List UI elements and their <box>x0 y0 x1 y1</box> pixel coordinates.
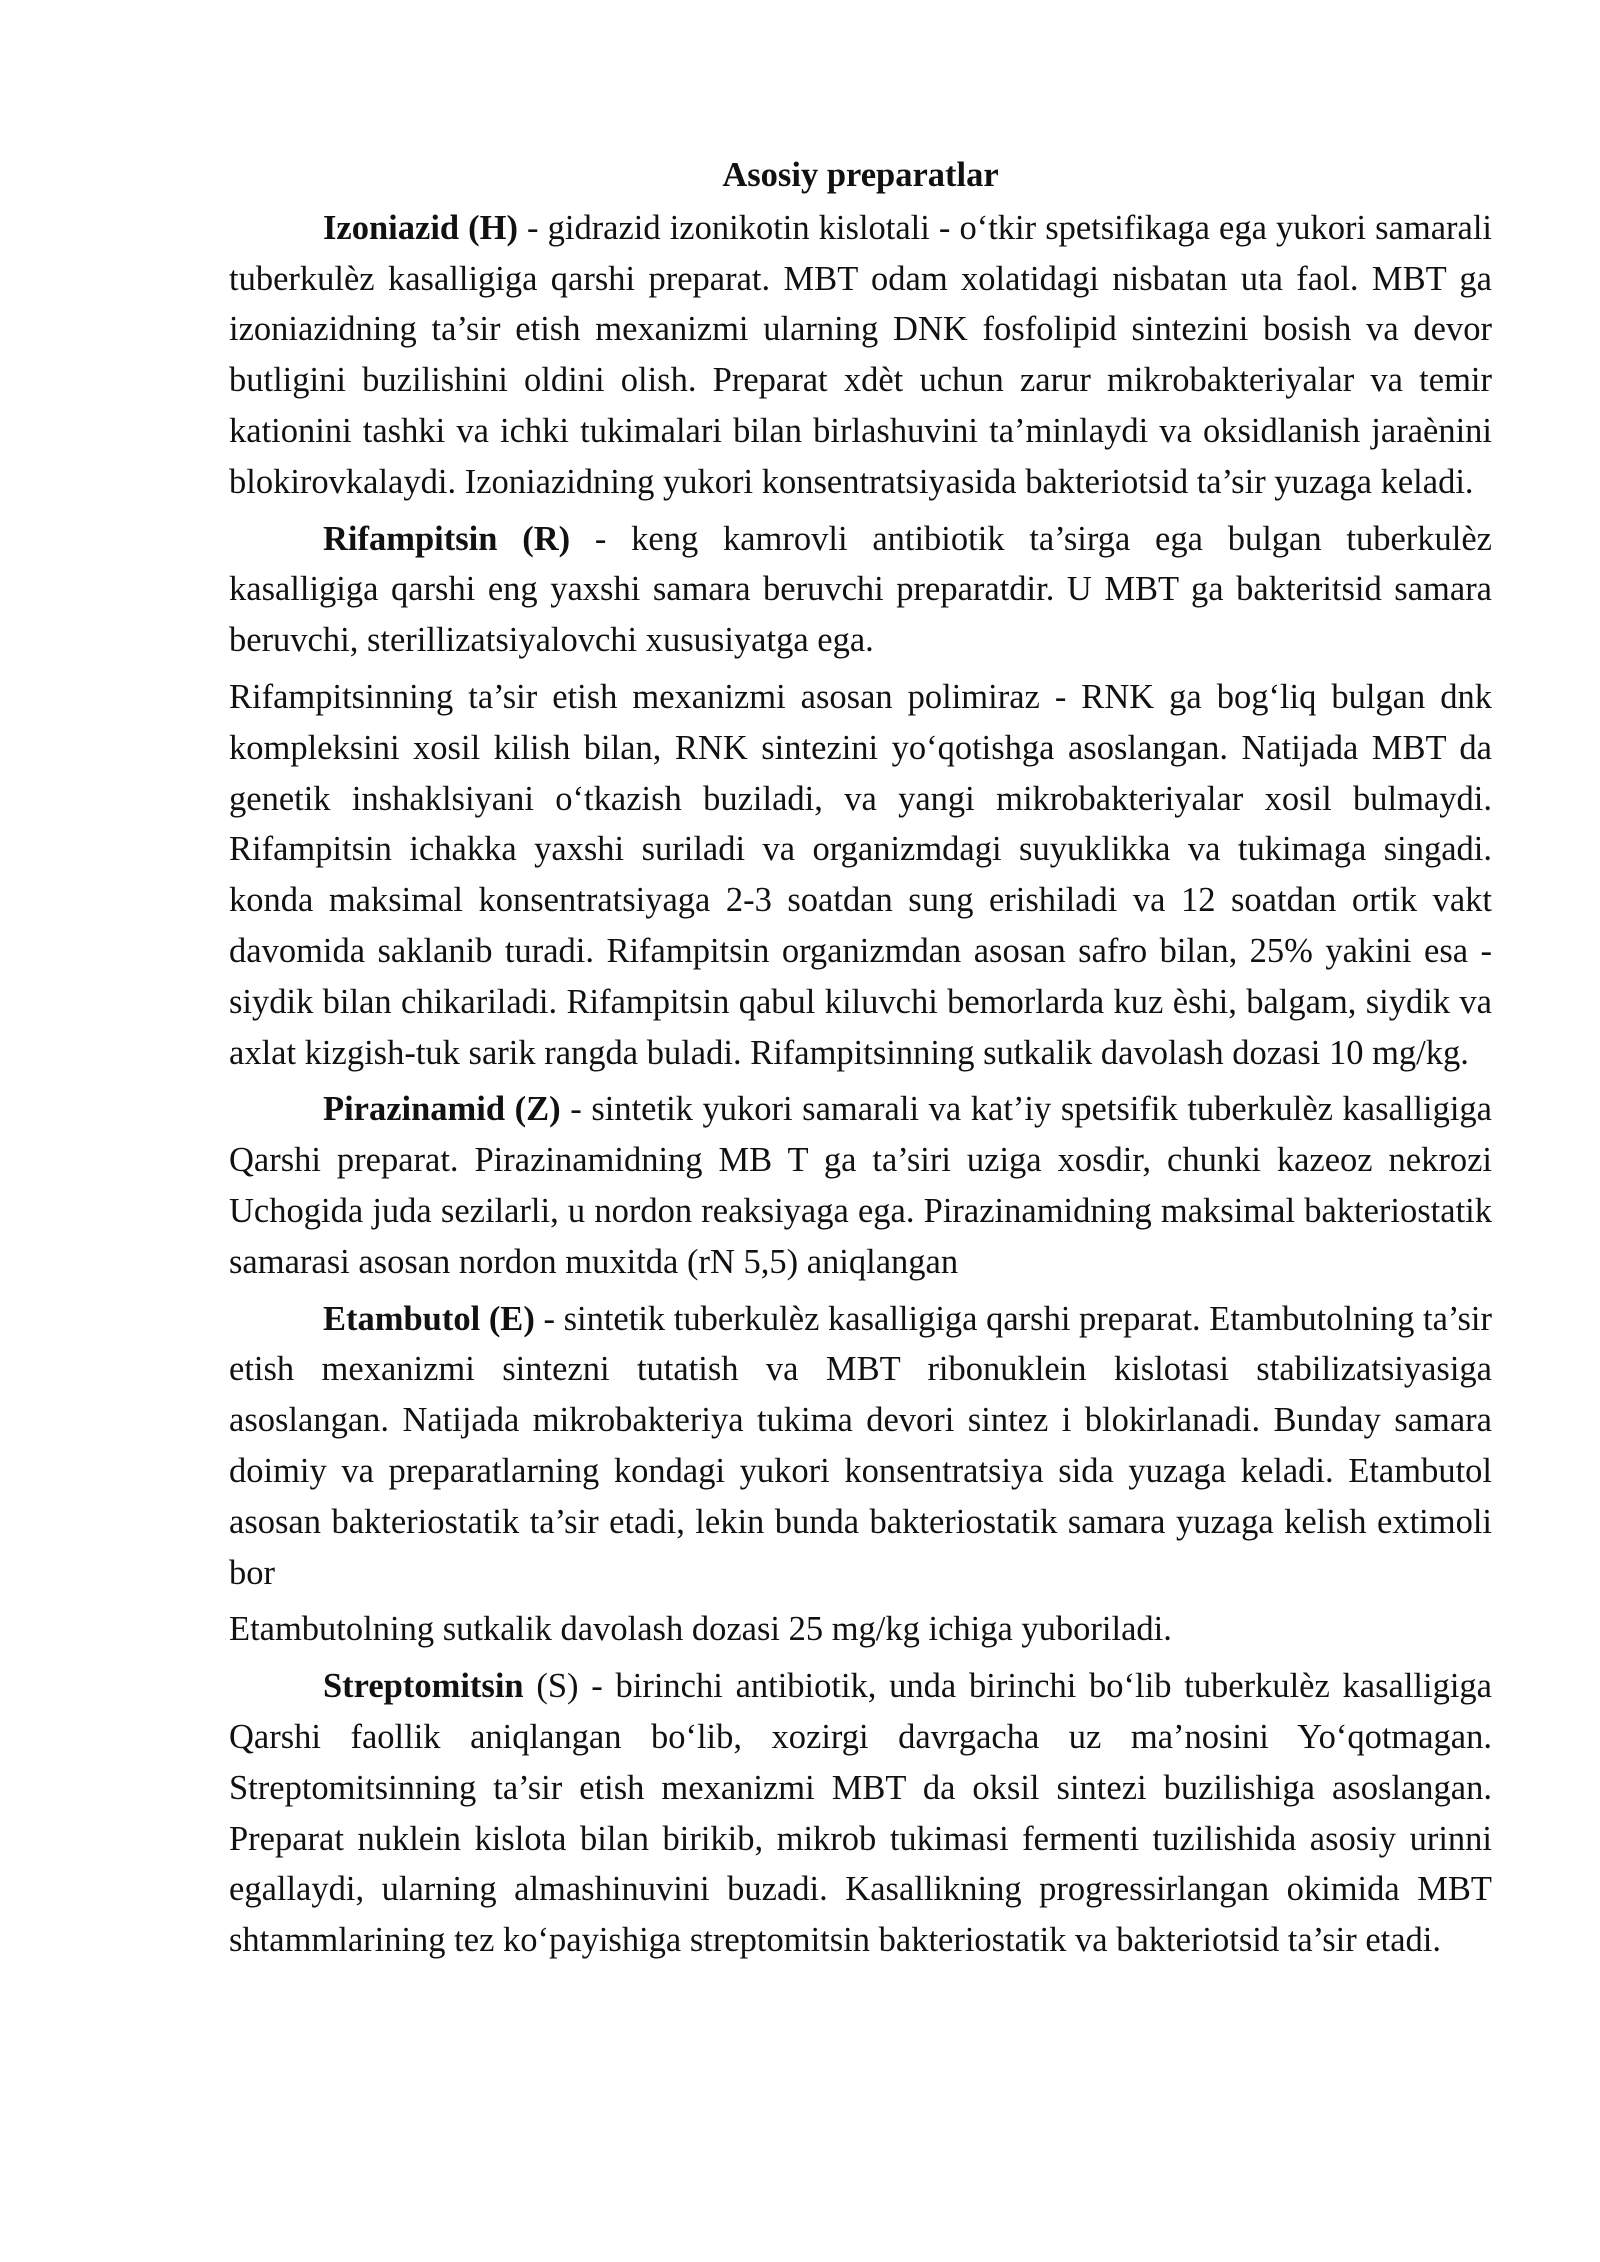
drug-name-pirazinamid: Pirazinamid (Z) <box>323 1090 561 1129</box>
paragraph-text: (S) - birinchi antibiotik, unda birinchi bo‘lib tuberkulèz kasalligiga Qarshi faollik aniqlangan bo‘lib, xozirgi davrgacha uz ma’nosini Yo‘qotmagan. Streptomitsinning ta’sir etish mexanizmi MBT da oksil sintezi buzilishiga asoslangan. Preparat nuklein kislota bilan birikib, mikrob tukimasi fermenti tuzilishida asosiy urinni egallaydi, ularning almashinuvini buzadi. Kasallikning progressirlangan okimida MBT shtammlarining tez ko‘payishiga streptomitsin bakteriostatik va bakteriotsid ta’sir etadi. <box>229 1667 1492 1960</box>
document-page <box>229 150 1492 1972</box>
paragraph-text: - gidrazid izonikotin kislotali - o‘tkir spetsifikaga ega yukori samarali tuberkulèz kasalligiga qarshi preparat. MBT odam xolatidagi nisbatan uta faol. MBT ga izoniazidning ta’sir etish mexanizmi ularning DNK fosfolipid sintezini bosish va devor butligini buzilishini oldini olish. Preparat xdèt uchun zarur mikrobakteriyalar va temir kationini tashki va ichki tukimalari bilan birlashuvini ta’minlaydi va oksidlanish jaraènini blokirovkalaydi. Izoniazidning yukori konsentratsiyasida bakteriotsid ta’sir yuzaga keladi. <box>229 208 1492 501</box>
paragraph-text: Etambutolning sutkalik davolash dozasi 25 mg/kg ichiga yuboriladi. <box>229 1610 1172 1649</box>
drug-name-etambutol: Etambutol (E) <box>323 1299 535 1338</box>
paragraph-streptomitsin <box>229 1661 1492 1966</box>
drug-name-rifampitsin: Rifampitsin (R) <box>323 519 571 558</box>
paragraph-rifampitsin-mechanism <box>229 672 1492 1078</box>
paragraph-pirazinamid <box>229 1084 1492 1287</box>
paragraph-text: - keng kamrovli antibiotik ta’sirga ega bulgan tuberkulèz kasalligiga qarshi eng yaxshi samara beruvchi preparatdir. U MBT ga bakteritsid samara beruvchi, sterillizatsiyalovchi xususiyatga ega. <box>229 519 1492 660</box>
paragraph-text: - sintetik yukori samarali va kat’iy spetsifik tuberkulèz kasalligiga Qarshi preparat. Pirazinamidning MB T ga ta’siri uziga xosdir, chunki kazeoz nekrozi Uchogida juda sezilarli, u nordon reaksiyaga ega. Pirazinamidning maksimal bakteriostatik samarasi asosan nordon muxitda (rN 5,5) aniqlangan <box>229 1090 1492 1281</box>
page-title: Asosiy preparatlar <box>722 156 999 194</box>
paragraph-etambutol-dose <box>229 1604 1492 1655</box>
paragraph-rifampitsin <box>229 514 1492 666</box>
paragraph-izoniazid <box>229 203 1492 508</box>
drug-name-streptomitsin: Streptomitsin <box>323 1667 524 1706</box>
paragraph-text: - sintetik tuberkulèz kasalligiga qarshi preparat. Etambutolning ta’sir etish mexanizmi sintezni tutatish va MBT ribonuklein kislotasi stabilizatsiyasiga asoslangan. Natijada mikrobakteriya tukima devori sintez i blokirlanadi. Bunday samara doimiy va preparatlarning kondagi yukori konsentratsiya sida yuzaga keladi. Etambutol asosan bakteriostatik ta’sir etadi, lekin bunda bakteriostatik samara yuzaga kelish extimoli bor <box>229 1299 1492 1592</box>
paragraph-text: Rifampitsinning ta’sir etish mexanizmi asosan polimiraz - RNK ga bog‘liq bulgan dnk kompleksini xosil kilish bilan, RNK sintezini yo‘qotishga asoslangan. Natijada MBT da genetik inshaklsiyani o‘tkazish buziladi, va yangi mikrobakteriyalar xosil bulmaydi. Rifampitsin ichakka yaxshi suriladi va organizmdagi suyuklikka va tukimaga singadi. konda maksimal konsentratsiyaga 2-3 soatdan sung erishiladi va 12 soatdan ortik vakt davomida saklanib turadi. Rifampitsin organizmdan asosan safro bilan, 25% yakini esa - siydik bilan chikariladi. Rifampitsin qabul kiluvchi bemorlarda kuz èshi, balgam, siydik va axlat kizgish-tuk sarik rangda buladi. Rifampitsinning sutkalik davolash dozasi 10 mg/kg. <box>229 677 1492 1072</box>
paragraph-etambutol <box>229 1294 1492 1599</box>
drug-name-izoniazid: Izoniazid (H) <box>323 208 518 247</box>
